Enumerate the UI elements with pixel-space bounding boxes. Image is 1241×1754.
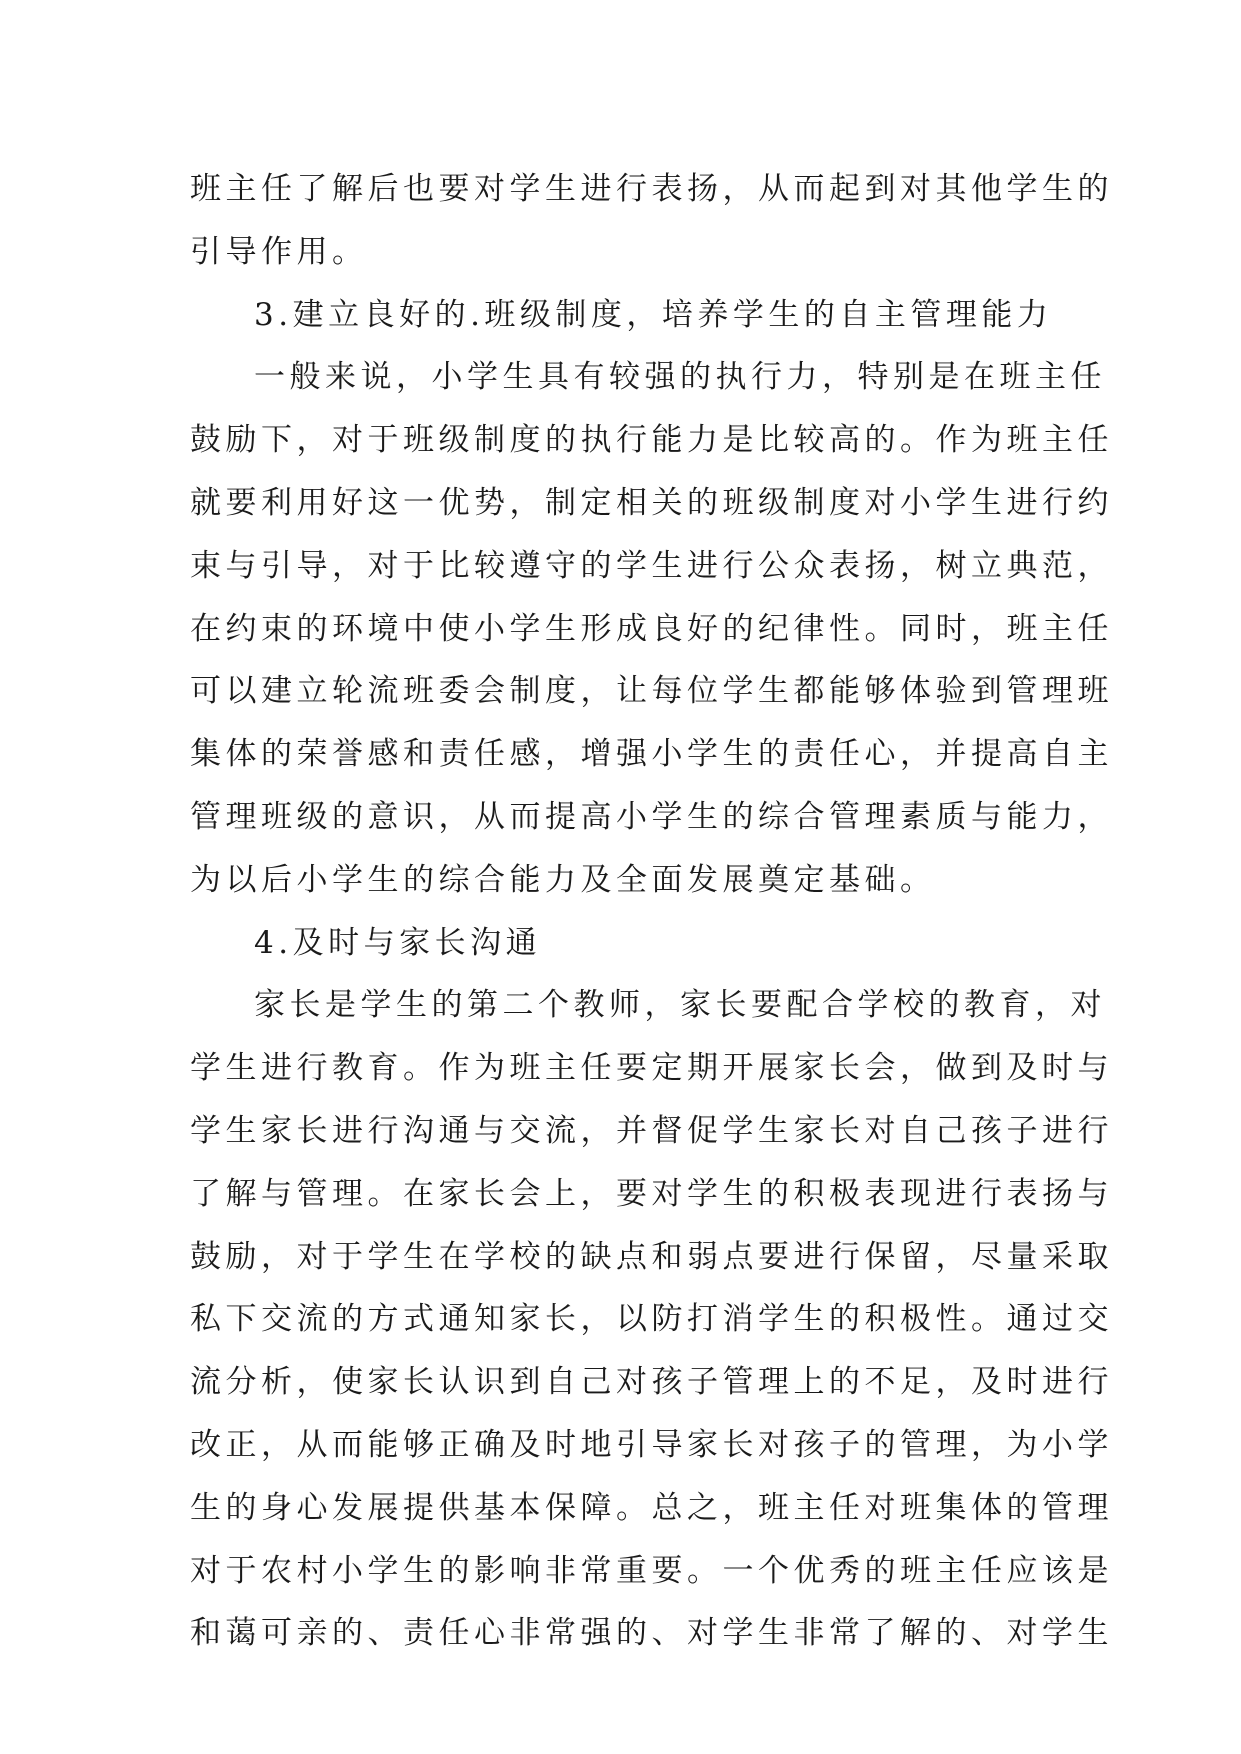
text-line: 就要利用好这一优势，制定相关的班级制度对小学生进行约 [190, 484, 1113, 521]
text-line: 集体的荣誉感和责任感，增强小学生的责任心，并提高自主 [190, 736, 1113, 773]
text-line: 束与引导，对于比较遵守的学生进行公众表扬，树立典范， [190, 547, 1113, 584]
text-line: 管理班级的意识，从而提高小学生的综合管理素质与能力， [190, 798, 1113, 835]
text-line: 和蔼可亲的、责任心非常强的、对学生非常了解的、对学生 [190, 1615, 1113, 1652]
text-line: 改正，从而能够正确及时地引导家长对孩子的管理，为小学 [190, 1426, 1113, 1463]
text-line: 可以建立轮流班委会制度，让每位学生都能够体验到管理班 [190, 673, 1113, 710]
text-line: 学生进行教育。作为班主任要定期开展家长会，做到及时与 [190, 1050, 1113, 1087]
text-line: 一般来说，小学生具有较强的执行力，特别是在班主任 [254, 359, 1106, 396]
section-heading-4: 4.及时与家长沟通 [254, 924, 542, 961]
text-line: 学生家长进行沟通与交流，并督促学生家长对自己孩子进行 [190, 1112, 1113, 1149]
text-line: 家长是学生的第二个教师，家长要配合学校的教育，对 [254, 987, 1106, 1024]
text-line: 生的身心发展提供基本保障。总之，班主任对班集体的管理 [190, 1489, 1113, 1526]
text-line: 鼓励，对于学生在学校的缺点和弱点要进行保留，尽量采取 [190, 1238, 1113, 1275]
text-line: 在约束的环境中使小学生形成良好的纪律性。同时，班主任 [190, 610, 1113, 647]
text-line: 为以后小学生的综合能力及全面发展奠定基础。 [190, 861, 936, 898]
text-line: 对于农村小学生的影响非常重要。一个优秀的班主任应该是 [190, 1552, 1113, 1589]
text-line: 了解与管理。在家长会上，要对学生的积极表现进行表扬与 [190, 1175, 1113, 1212]
text-line: 引导作用。 [190, 233, 368, 270]
text-line: 流分析，使家长认识到自己对孩子管理上的不足，及时进行 [190, 1364, 1113, 1401]
text-line: 鼓励下，对于班级制度的执行能力是比较高的。作为班主任 [190, 422, 1113, 459]
section-heading-3: 3.建立良好的.班级制度，培养学生的自主管理能力 [254, 296, 1053, 333]
text-line: 私下交流的方式通知家长，以防打消学生的积极性。通过交 [190, 1301, 1113, 1338]
document-body [190, 158, 1113, 1665]
text-line: 班主任了解后也要对学生进行表扬，从而起到对其他学生的 [190, 171, 1113, 207]
